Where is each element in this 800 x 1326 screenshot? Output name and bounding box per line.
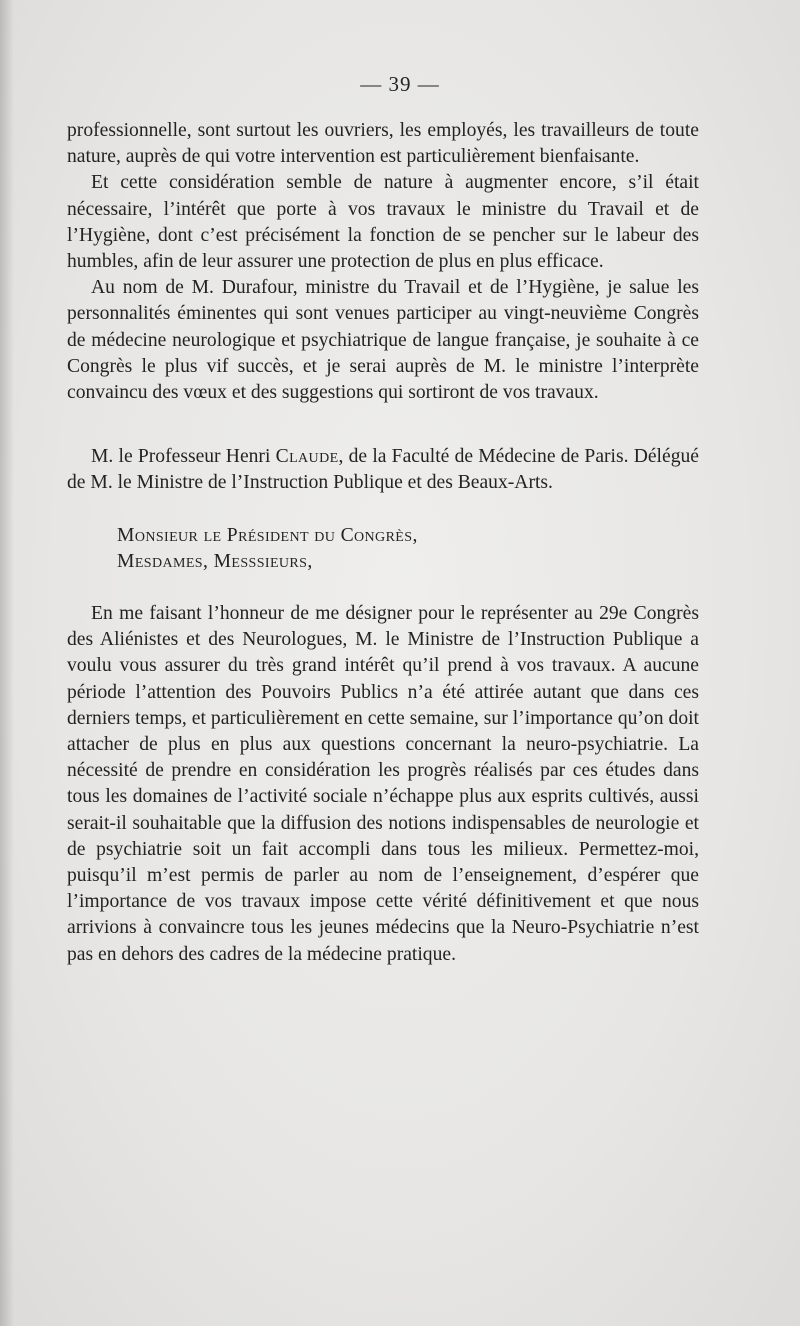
salutation-line-1: Monsieur le Président du Congrès, [117, 524, 418, 546]
page-number: — 39 — [360, 72, 440, 96]
speaker-name: Claude [275, 446, 339, 468]
paragraph-continuation: professionnelle, sont surtout les ouvriers, les employés, les travailleurs de toute nature, auprès de qui votre intervention est particulièrement bienfaisante. [67, 120, 699, 168]
paragraph-speech: En me faisant l’honneur de me désigner pour le représenter au 29e Congrès des Aliénistes et des Neurologues, M. le Ministre de l’Instruction Publique a voulu vous assurer du très grand intérêt qu’il prend à vos travaux. A aucune période l’attention des Pouvoirs Publics n’a été attirée autant que dans ces derniers temps, et particulièrement en cette semaine, sur l’importance qu’on doit attacher de plus en plus aux questions concernant la neuro-psychiatrie. La nécessité de prendre en considération les progrès réalisés par ces études dans tous les domaines de l’activité sociale n’échappe plus aux esprits cultivés, aussi serait-il souhaitable que la diffusion des notions indispensables de neurologie et de psychiatrie soit un fait accompli dans tous les milieux. Permettez-moi, puisqu’il m’est permis de parler au nom de l’enseignement, d’espérer que l’importance de vos travaux impose cette vérité définitivement et que nous arrivions à convaincre tous les jeunes médecins que la Neuro-Psychiatrie n’est pas en dehors des cadres de la médecine pratique. [67, 603, 699, 965]
paragraph-salutation-durafour: Au nom de M. Durafour, ministre du Travail et de l’Hygiène, je salue les personnalités éminentes qui sont venues participer au vingt-neuvième Congrès de médecine neurologique et psychiatrique de langue française, je souhaite à ce Congrès le plus vif succès, et je serai auprès de M. le ministre l’interprète convaincu des vœux et des suggestions qui sortiront de vos travaux. [67, 277, 699, 404]
page-body [67, 118, 699, 968]
spine-shadow [0, 0, 14, 1326]
speaker-intro-after: , de la Faculté de Médecine de Paris. Délégué de M. le Ministre de l’Instruction Publique et des Beaux-Arts. [67, 446, 699, 494]
paragraph-consideration: Et cette considération semble de nature à augmenter encore, s’il était nécessaire, l’intérêt que porte à vos travaux le ministre du Travail et de l’Hygiène, dont c’est précisément la fonction de se pencher sur le labeur des humbles, afin de leur assurer une protection de plus en plus efficace. [67, 172, 699, 273]
speaker-intro-before: M. le Professeur Henri [91, 446, 276, 468]
salutation-line-2: Mesdames, Messsieurs, [117, 550, 313, 572]
speaker-introduction [67, 444, 699, 496]
